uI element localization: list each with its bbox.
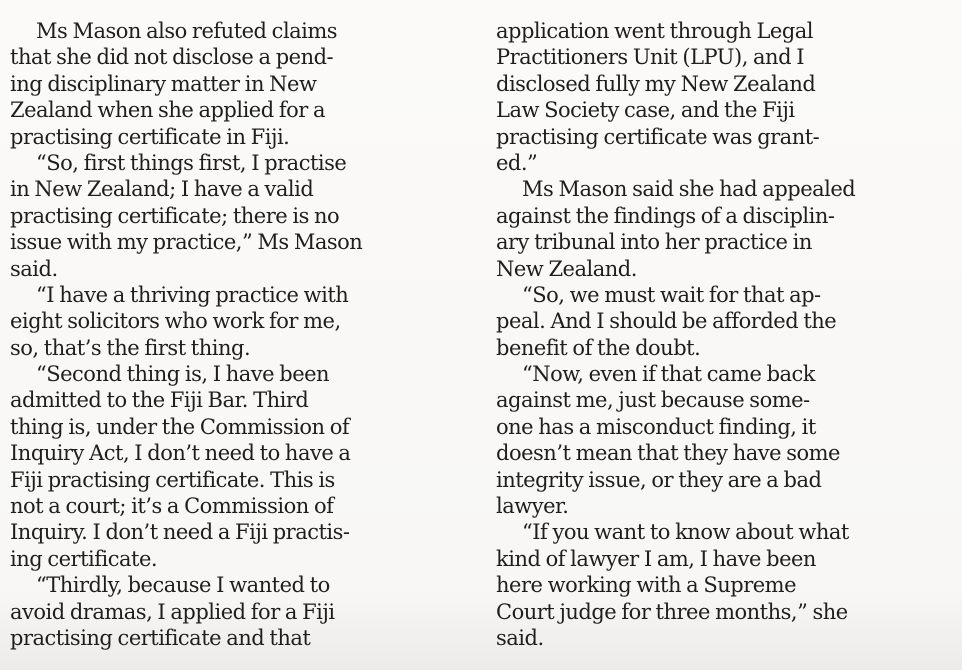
article-text-line: admitted to the Fiji Bar. Third (10, 388, 309, 413)
article-text-line: Ms Mason also refuted claims (36, 19, 338, 43)
article-text-line: application went through Legal (496, 19, 814, 43)
article-text-line: ed.” (496, 150, 538, 175)
article-text-line: issue with my practice,” Ms Mason (10, 230, 363, 255)
article-text-line: Inquiry. I don’t need a Fiji practis- (10, 520, 350, 545)
article-text-line: in New Zealand; I have a valid (10, 177, 314, 202)
article-text-line: peal. And I should be afforded the (496, 309, 837, 334)
article-text-line: “So, first things first, I practise (36, 150, 347, 175)
article-text-line: Fiji practising certificate. This is (10, 467, 335, 492)
article-text-line: against me, just because some- (496, 388, 810, 413)
article-text-line: said. (496, 625, 544, 650)
article-text-line: not a court; it’s a Commission of (10, 494, 334, 519)
article-text-line: practising certificate was grant- (496, 124, 820, 149)
article-text-line: benefit of the doubt. (496, 335, 701, 360)
article-text-line: disclosed fully my New Zealand (496, 71, 816, 96)
article-text-line: Law Society case, and the Fiji (496, 98, 795, 123)
article-text-line: “So, we must wait for that ap- (522, 282, 821, 307)
article-text-line: ing certificate. (10, 546, 158, 571)
article-text-line: so, that’s the first thing. (10, 335, 251, 360)
article-text-line: here working with a Supreme (496, 573, 797, 598)
article-text-line: lawyer. (496, 494, 569, 519)
article-text-line: against the findings of a disciplin- (496, 203, 835, 228)
article-text-line: ing disciplinary matter in New (10, 71, 317, 96)
article-text-line: “Second thing is, I have been (36, 362, 330, 387)
article-text-line: integrity issue, or they are a bad (496, 467, 822, 492)
article-text-line: “I have a thriving practice with (36, 282, 349, 307)
article-text-line: Zealand when she applied for a (10, 98, 325, 123)
article-text-line: “Now, even if that came back (522, 362, 816, 387)
article-column-left (10, 18, 462, 651)
article-text-line: New Zealand. (496, 256, 637, 281)
article-text-line: Court judge for three months,” she (496, 599, 848, 624)
article-text-line: doesn’t mean that they have some (496, 441, 840, 466)
article-text-line: avoid dramas, I applied for a Fiji (10, 599, 335, 624)
article-text-line: “Thirdly, because I wanted to (36, 573, 330, 598)
article-text-line: practising certificate in Fiji. (10, 124, 290, 149)
article-text-line: that she did not disclose a pend- (10, 45, 334, 70)
article-text-line: ary tribunal into her practice in (496, 230, 812, 255)
article-text-line: eight solicitors who work for me, (10, 309, 341, 334)
article-text-line: Practitioners Unit (LPU), and I (496, 45, 804, 70)
article-text-line: Ms Mason said she had appealed (522, 177, 856, 202)
article-text-line: one has a misconduct finding, it (496, 414, 816, 439)
article-text-line: practising certificate; there is no (10, 203, 340, 228)
article-text-line: “If you want to know about what (522, 520, 849, 545)
article-text-line: thing is, under the Commission of (10, 414, 350, 439)
article-text-line: Inquiry Act, I don’t need to have a (10, 441, 351, 466)
article-column-right (496, 18, 954, 651)
article-text-line: kind of lawyer I am, I have been (496, 546, 816, 571)
article-text-line: said. (10, 256, 58, 281)
article-text-line: practising certificate and that (10, 625, 311, 650)
